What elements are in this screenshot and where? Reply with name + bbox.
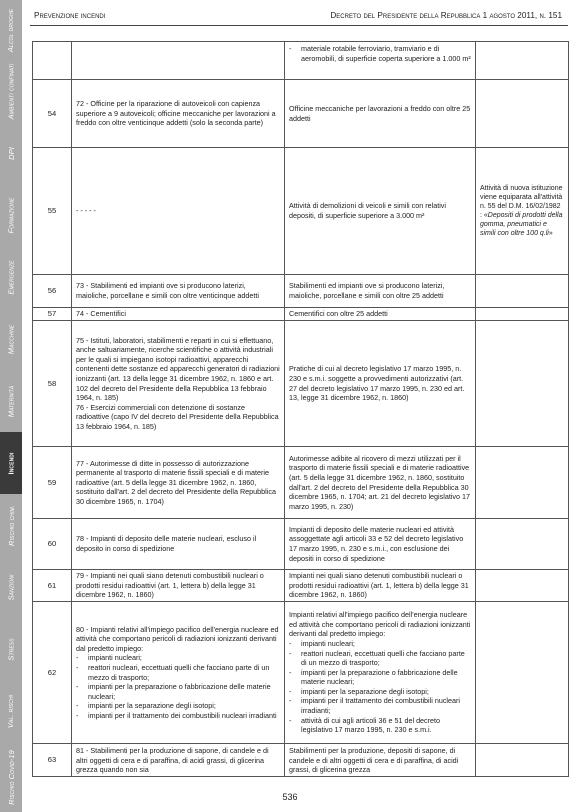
list-dash: -	[76, 662, 79, 672]
row-number: 54	[47, 108, 57, 118]
tab-label: Val. rischi	[6, 694, 16, 728]
list-item-text: reattori nucleari, eccettuati quelli che facciano parte di un mezzo di trasporto;	[301, 648, 465, 668]
tab-label: Ambienti confinati	[6, 63, 16, 119]
list-item-text: impianti per la preparazione o fabbricazione delle materie nucleari;	[88, 682, 271, 701]
list-item	[76, 711, 280, 721]
new-activity	[284, 602, 475, 743]
new-activity: Autorimesse adibite al ricovero di mezzi utilizzati per il trasporto di materie fissili speciali e di materie radioattive (art. 5 della legge 31 dicembre 1962, n. 1860, sostituito dall'art. 2 del decreto del Presidente della Repubblica 30 dicembre 1965, n. 1704; art. 21 del decreto legislativo 17 marzo 1995, n. 230)	[284, 447, 475, 518]
old-activity: 77 - Autorimesse di ditte in possesso di autorizzazione permanente al trasporto di materie fissili speciali e di materie radioattive (art. 5 della legge 31 dicembre 1962, n. 1860, sostituito dall'art. 2 del decreto del Presidente della Repubblica 30 dicembre 1965, n. 1704)	[71, 447, 284, 518]
list-item-text: impianti per la separazione degli isotopi;	[88, 701, 216, 711]
list-dash: -	[76, 682, 79, 692]
row-number: 55	[47, 206, 57, 216]
row-number: 60	[47, 539, 57, 549]
list-item-text: impianti per il trattamento dei combustibili nucleari irradianti	[88, 710, 277, 720]
list-item	[289, 696, 471, 715]
note	[475, 519, 568, 569]
note	[475, 744, 568, 776]
header-section-title: Prevenzione incendi	[34, 11, 106, 20]
tab-label: Macchine	[6, 324, 16, 354]
new-activity: Impianti di deposito delle materie nucleari ed attività assoggettate agli articoli 33 e 52 del decreto legislativo 17 marzo 1995, n. 230 e s.m.i., con esclusione dei depositi in corso di spedizione	[284, 519, 475, 569]
tab-label: Maternità	[6, 385, 16, 417]
old-activity: - - - - -	[71, 148, 284, 274]
section-sidebar	[0, 0, 22, 812]
table-row	[33, 274, 568, 307]
list-item	[289, 687, 471, 697]
old-activity-paragraph: 75 - Istituti, laboratori, stabilimenti e reparti in cui si effettuano, anche saltuariamente, ricerche scientifiche o attività industriali per le quali si impiegano isotopi radioattivi, apparecchi contenenti dette sostanze ed apparecchi generatori di radiazioni ionizzanti (art. 13 della legge 31 dicembre 1962, n. 1860 e art. 102 del decreto del Presidente della Repubblica 13 febbraio 1964, n. 185)	[76, 335, 280, 403]
list-item-text: impianti per la preparazione o fabbricazione delle materie nucleari;	[301, 667, 458, 687]
table-row	[33, 446, 568, 518]
list-item-text: impianti per la separazione degli isotopi;	[301, 686, 429, 696]
list-item	[76, 682, 280, 701]
tab-ambienti-confinati[interactable]	[0, 60, 22, 122]
note	[475, 148, 568, 274]
list-dash: -	[289, 715, 292, 725]
tab-label: Formazione	[6, 197, 16, 233]
row-number: 59	[47, 477, 57, 487]
list-dash: -	[289, 696, 292, 706]
old-activity: 78 - Impianti di deposito delle materie nucleari, escluso il deposito in corso di spedizione	[71, 519, 284, 569]
old-activity-intro: 80 - Impianti relativi all'impiego pacifico dell'energia nucleare ed attività che comportano pericoli di radiazioni ionizzanti derivanti dal predetto impiego:	[76, 624, 279, 653]
list-dash: -	[289, 44, 292, 53]
new-activity	[284, 42, 475, 79]
note	[475, 308, 568, 320]
table-row	[33, 320, 568, 446]
tab-label: Rischio Covid-19	[6, 749, 16, 805]
table-row	[33, 518, 568, 569]
tab-macchine[interactable]	[0, 308, 22, 370]
row-number: 62	[47, 667, 57, 677]
row-number: 56	[47, 286, 57, 296]
page-number: 536	[282, 792, 298, 802]
note	[475, 275, 568, 307]
row-number	[33, 42, 71, 79]
header-divider	[30, 25, 568, 26]
list-dash: -	[76, 710, 79, 720]
old-activity	[71, 321, 284, 446]
table-row	[33, 601, 568, 743]
table-row	[33, 41, 568, 79]
list-item	[289, 668, 471, 687]
tab-sanzioni[interactable]	[0, 556, 22, 618]
note-end: »	[548, 230, 553, 237]
activities-table	[32, 41, 569, 777]
old-activity: 74 - Cementifici	[71, 308, 284, 320]
list-item-text: reattori nucleari, eccettuati quelli che facciano parte di un mezzo di trasporto;	[88, 662, 270, 682]
tab-label: Stress	[6, 637, 16, 661]
tab-label: Emergenze	[6, 259, 16, 295]
tab-emergenze[interactable]	[0, 246, 22, 308]
list-item-text: attività di cui agli articoli 36 e 51 del decreto legislativo 17 marzo 1995, n. 230 e s.m.i.	[301, 715, 441, 735]
table-row	[33, 569, 568, 601]
list-item-text: impianti nucleari;	[301, 638, 355, 648]
row-number: 57	[47, 309, 57, 319]
list-item-text: materiale rotabile ferroviario, tramviario e di aeromobili, di superficie coperta superiore a 1.000 m²	[301, 44, 471, 63]
new-activity-intro: Impianti relativi all'impiego pacifico dell'energia nucleare ed attività che comportano pericoli di radiazioni ionizzanti derivanti dal predetto impiego:	[289, 610, 471, 639]
list-dash: -	[76, 653, 79, 663]
list-item	[76, 663, 280, 682]
table-row	[33, 307, 568, 320]
new-activity: Officine meccaniche per lavorazioni a freddo con oltre 25 addetti	[284, 80, 475, 147]
note-text	[480, 184, 564, 238]
old-activity-paragraph: 76 - Esercizi commerciali con detenzione di sostanze radioattive (capo IV del decreto del Presidente della Repubblica 13 febbraio 1964, n. 185)	[76, 402, 279, 431]
note	[475, 602, 568, 743]
list-item	[76, 701, 280, 711]
list-item	[289, 649, 471, 668]
old-activity: 81 - Stabilimenti per la produzione di sapone, di candele e di altri oggetti di cera e di paraffina, di acidi grassi, di glicerina grezza quando non sia	[71, 744, 284, 776]
list-dash: -	[289, 638, 292, 648]
table-row	[33, 147, 568, 274]
header-document-title: Decreto del Presidente della Repubblica 1 agosto 2011, n. 151	[330, 11, 562, 20]
list-item	[289, 716, 471, 735]
new-activity: Stabilimenti per la produzione, depositi di sapone, di candele e di altri oggetti di cera e di paraffina, di acidi grassi, di glicerina grezza	[284, 744, 475, 776]
tab-maternita[interactable]	[0, 370, 22, 432]
new-activity: Cementifici con oltre 25 addetti	[284, 308, 475, 320]
row-number: 63	[47, 755, 57, 765]
note	[475, 42, 568, 79]
tab-dpi[interactable]	[0, 122, 22, 184]
tab-stress[interactable]	[0, 618, 22, 680]
tab-label: Alcol droghe	[6, 8, 16, 52]
note	[475, 321, 568, 446]
tab-label: Rischio chim.	[6, 504, 16, 546]
old-activity: 72 - Officine per la riparazione di autoveicoli con capienza superiore a 9 autoveicoli; officine meccaniche per lavorazioni a freddo con oltre venticinque addetti (solo la seconda parte)	[71, 80, 284, 147]
row-number: 58	[47, 378, 57, 388]
note-italic: Depositi di prodotti della gomma, pneumatici e simili con oltre 100 q.li	[480, 212, 563, 237]
list-dash: -	[289, 648, 292, 658]
list-item	[289, 44, 471, 63]
tab-label: DPI	[6, 146, 16, 160]
list-dash: -	[289, 667, 292, 677]
new-activity: Stabilimenti ed impianti ove si producono laterizi, maioliche, porcellane e simili con oltre 25 addetti	[284, 275, 475, 307]
list-item	[289, 639, 471, 649]
tab-label: Sanzioni	[6, 573, 16, 601]
tab-incendi[interactable]	[0, 432, 22, 494]
tab-formazione[interactable]	[0, 184, 22, 246]
old-activity: 79 - Impianti nei quali siano detenuti combustibili nucleari o prodotti residui radioattivi (art. 1, lettera b) della legge 31 dicembre 1962, n. 1860)	[71, 570, 284, 601]
old-activity	[71, 602, 284, 743]
table-row	[33, 79, 568, 147]
tab-val-rischi[interactable]	[0, 680, 22, 742]
tab-rischio-chim[interactable]	[0, 494, 22, 556]
tab-alcol-droghe[interactable]	[0, 0, 22, 60]
new-activity: Pratiche di cui al decreto legislativo 17 marzo 1995, n. 230 e s.m.i. soggette a provvedimenti autorizzativi (art. 27 del decreto legislativo 17 marzo 1995, n. 230 ed art. 13, legge 31 dicembre 1962, n. 1860)	[284, 321, 475, 446]
list-dash: -	[76, 701, 79, 711]
old-activity	[71, 42, 284, 79]
list-item-text: impianti per il trattamento dei combustibili nucleari irradianti;	[301, 696, 460, 716]
tab-label: Incendi	[6, 452, 16, 474]
note	[475, 570, 568, 601]
new-activity: Impianti nei quali siano detenuti combustibili nucleari o prodotti residui radioattivi (art. 1, lettera b) della legge 31 dicembre 1962, n. 1860)	[284, 570, 475, 601]
new-activity: Attività di demolizioni di veicoli e simili con relativi depositi, di superficie superiore a 3.000 m²	[284, 148, 475, 274]
note	[475, 447, 568, 518]
list-dash: -	[289, 686, 292, 696]
note-plain: Attività di nuova istituzione viene equiparata all'attività n. 55 del D.M. 16/02/1982 : «	[480, 185, 563, 219]
note	[475, 80, 568, 147]
row-number: 61	[47, 580, 57, 590]
old-activity: 73 - Stabilimenti ed impianti ove si producono laterizi, maioliche, porcellane e simili con oltre venticinque addetti	[71, 275, 284, 307]
table-row	[33, 743, 568, 777]
list-item-text: impianti nucleari;	[88, 653, 142, 663]
list-item	[76, 653, 280, 663]
